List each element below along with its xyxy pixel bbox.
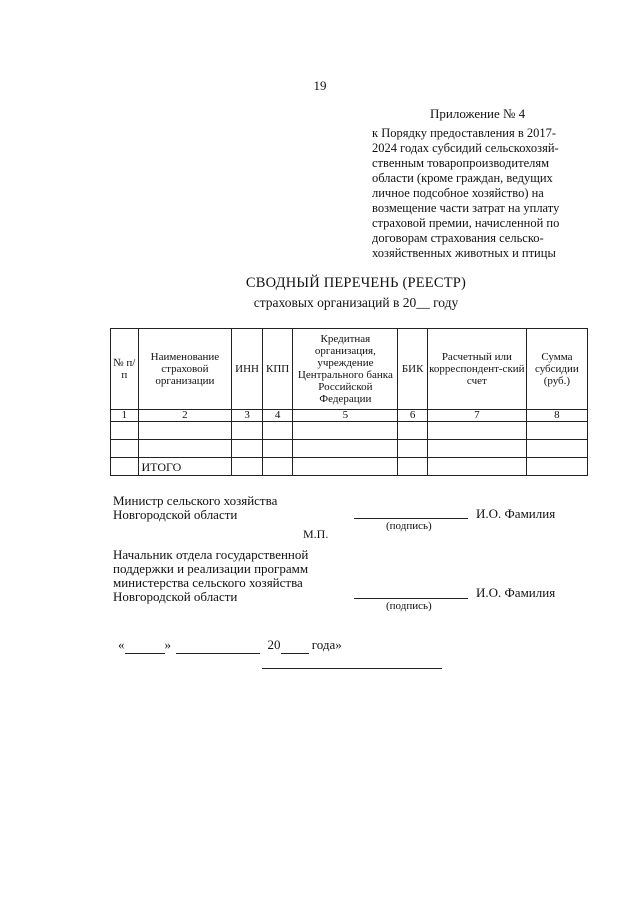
position-line: Начальник отдела государственной xyxy=(113,547,309,562)
year-blank xyxy=(281,637,309,654)
date-line xyxy=(118,637,342,654)
appendix-line: 2024 годах субсидий сельскохозяй- xyxy=(372,141,559,155)
signatory-name: И.О. Фамилия xyxy=(476,506,556,521)
signature-hint: (подпись) xyxy=(386,520,432,532)
table-cell xyxy=(293,422,398,440)
column-number: 8 xyxy=(526,410,587,422)
document-title: СВОДНЫЙ ПЕРЕЧЕНЬ (РЕЕСТР) xyxy=(245,275,467,291)
date-close-quote: » xyxy=(164,637,171,652)
table-row xyxy=(111,422,588,440)
appendix-title: Приложение № 4 xyxy=(430,106,526,121)
registry-table xyxy=(110,328,588,476)
column-number: 2 xyxy=(138,410,232,422)
position-line: Новгородской области xyxy=(113,589,238,604)
table-cell xyxy=(262,440,293,458)
table-cell xyxy=(232,440,263,458)
date-century: 20 xyxy=(267,637,281,652)
day-blank xyxy=(125,637,165,654)
table-cell xyxy=(526,458,587,476)
table-cell xyxy=(138,440,232,458)
table-cell xyxy=(526,440,587,458)
column-header-credit-org: Кредитная организация, учреждение Центрального банка Российской Федерации xyxy=(293,329,398,410)
appendix-line: возмещение части затрат на уплату xyxy=(372,201,560,215)
position-line: Новгородской области xyxy=(113,507,238,522)
table-cell xyxy=(111,458,139,476)
table-cell xyxy=(427,458,526,476)
column-header-number: № п/п xyxy=(111,329,139,410)
bottom-signature-line xyxy=(262,668,442,669)
position-line: министерства сельского хозяйства xyxy=(113,575,303,590)
signature-position-minister xyxy=(113,494,277,522)
appendix-description xyxy=(372,126,604,261)
date-suffix: года» xyxy=(311,637,342,652)
page-number: 19 xyxy=(313,78,327,93)
column-number: 3 xyxy=(232,410,263,422)
table-cell xyxy=(232,458,263,476)
column-number: 6 xyxy=(398,410,428,422)
column-number: 4 xyxy=(262,410,293,422)
total-label: ИТОГО xyxy=(138,458,232,476)
appendix-line: личное подсобное хозяйство) на xyxy=(372,186,544,200)
position-line: Министр сельского хозяйства xyxy=(113,493,278,508)
column-header-inn: ИНН xyxy=(232,329,263,410)
appendix-line: ственным товаропроизводителям xyxy=(372,156,550,170)
table-row xyxy=(111,440,588,458)
table-cell xyxy=(138,422,232,440)
table-cell xyxy=(111,422,139,440)
column-number: 7 xyxy=(427,410,526,422)
column-header-insurer-name: Наименование страховой организации xyxy=(138,329,232,410)
table-cell xyxy=(398,440,428,458)
column-header-kpp: КПП xyxy=(262,329,293,410)
signature-hint: (подпись) xyxy=(386,600,432,612)
date-open-quote: « xyxy=(118,637,125,652)
column-number-row xyxy=(111,410,588,422)
signatory-name: И.О. Фамилия xyxy=(476,585,556,600)
position-line: поддержки и реализации программ xyxy=(113,561,309,576)
appendix-line: страховой премии, начисленной по xyxy=(372,216,560,230)
appendix-line: хозяйственных животных и птицы xyxy=(372,246,556,260)
appendix-line: договорам страхования сельско- xyxy=(372,231,544,245)
table-cell xyxy=(427,422,526,440)
column-number: 5 xyxy=(293,410,398,422)
seal-label: М.П. xyxy=(303,527,329,541)
table-cell xyxy=(427,440,526,458)
month-blank xyxy=(176,637,260,654)
appendix-line: к Порядку предоставления в 2017- xyxy=(372,126,557,140)
table-cell xyxy=(293,458,398,476)
column-header-subsidy-sum: Сумма субсидии (руб.) xyxy=(526,329,587,410)
table-cell xyxy=(232,422,263,440)
table-cell xyxy=(398,458,428,476)
column-header-bik: БИК xyxy=(398,329,428,410)
appendix-line: области (кроме граждан, ведущих xyxy=(372,171,553,185)
signature-line xyxy=(354,598,468,599)
table-cell xyxy=(262,422,293,440)
signature-position-department-head xyxy=(113,548,308,604)
column-number: 1 xyxy=(111,410,139,422)
table-cell xyxy=(526,422,587,440)
document-subtitle: страховых организаций в 20__ году xyxy=(253,295,459,310)
table-cell xyxy=(293,440,398,458)
table-cell xyxy=(111,440,139,458)
table-header-row xyxy=(111,329,588,410)
column-header-account: Расчетный или корреспондент-ский счет xyxy=(427,329,526,410)
total-row xyxy=(111,458,588,476)
table-cell xyxy=(398,422,428,440)
table-cell xyxy=(262,458,293,476)
signature-line xyxy=(354,518,468,519)
